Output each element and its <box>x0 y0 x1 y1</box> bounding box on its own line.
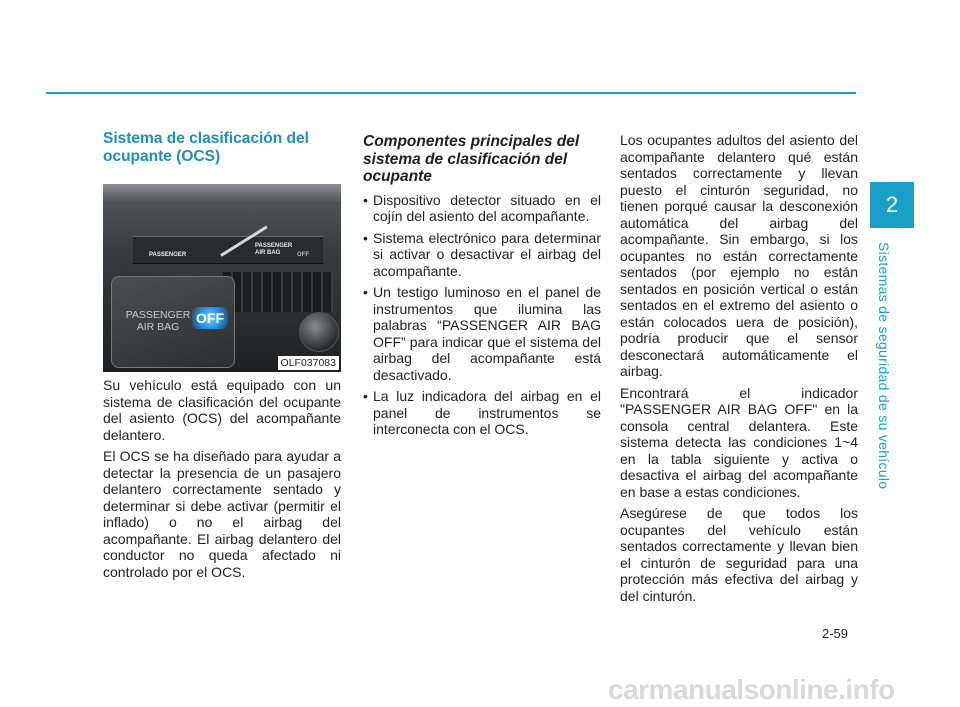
col1-paragraph-1: Su vehículo está equipado con un sistema de clasificación del ocupante del asiento (OCS) del acompañante delantero. <box>103 377 341 443</box>
watermark: carmanualsonline.info <box>608 674 895 705</box>
column-left <box>103 130 341 585</box>
col3-paragraph-2: Encontrará el indicador "PASSENGER AIR BAG OFF" en la consola central delantera. Este sistema detecta las condiciones 1~4 en la tabla siguiente y activa o desactiva el airbag del acompañante en base a estas condiciones. <box>620 384 858 500</box>
list-item: • Dispositivo detector situado en el cojín del asiento del acompañante. <box>363 192 601 225</box>
figure-knob <box>299 312 339 352</box>
figure-inset-label: PASSENGER AIR BAG <box>125 309 191 333</box>
col3-paragraph-1: Los ocupantes adultos del asiento del acompañante delantero qué están sentados correctamente y llevan puesto el cinturón seguridad, no tienen porqué causar la desconexión automática del airbag del acompañante. Sin embargo, si los ocupantes no están correctamente sentados (por ejemplo no están sentados en posición vertical o están sentados en el extremo del asiento o están colocados uera de posición), podría producir que el sensor desconectará automáticamente el airbag. <box>620 132 858 379</box>
column-middle <box>363 133 601 443</box>
components-list <box>363 192 601 438</box>
figure-dash-label-right: PASSENGER AIR BAG <box>255 243 293 256</box>
list-item: • La luz indicadora del airbag en el panel de instrumentos se interconecta con el OCS. <box>363 388 601 438</box>
chapter-title: Sistemas de seguridad de su vehículo <box>876 242 892 490</box>
page-number: 2-59 <box>822 626 849 641</box>
column-right <box>620 132 858 609</box>
dashboard-figure <box>103 184 341 372</box>
figure-dash-off: OFF <box>297 252 309 258</box>
figure-dash-label-left: PASSENGER <box>149 252 187 258</box>
col3-paragraph-3: Asegúrese de que todos los ocupantes del vehículo están sentados correctamente y llevan bien el cinturón de seguridad para una protección más efectiva del airbag y del cinturón. <box>620 505 858 604</box>
figure-off-badge: OFF <box>192 307 228 329</box>
list-item: • Un testigo luminoso en el panel de instrumentos que ilumina las palabras “PASSENGER AIR BAG OFF” para indicar que el sistema del airbag del acompañante está desactivado. <box>363 284 601 383</box>
chapter-tab: 2 <box>870 182 914 228</box>
header-rule <box>46 92 856 94</box>
col1-paragraph-2: El OCS se ha diseñado para ayudar a detectar la presencia de un pasajero delantero correctamente sentado y determinar si debe activar (permitir el inflado) o no el airbag del acompañante. El airbag delantero del conductor no queda afectado ni controlado por el OCS. <box>103 448 341 580</box>
section-title: Sistema de clasificación del ocupante (OCS) <box>103 130 309 165</box>
list-item: • Sistema electrónico para determinar si activar o desactivar el airbag del acompañante. <box>363 230 601 280</box>
figure-code: OLF037083 <box>278 356 339 370</box>
figure-screen <box>103 184 341 204</box>
components-subtitle: Componentes principales del sistema de clasificación del ocupante <box>363 133 580 185</box>
figure-inset <box>111 276 235 368</box>
figure-vent <box>223 272 333 312</box>
